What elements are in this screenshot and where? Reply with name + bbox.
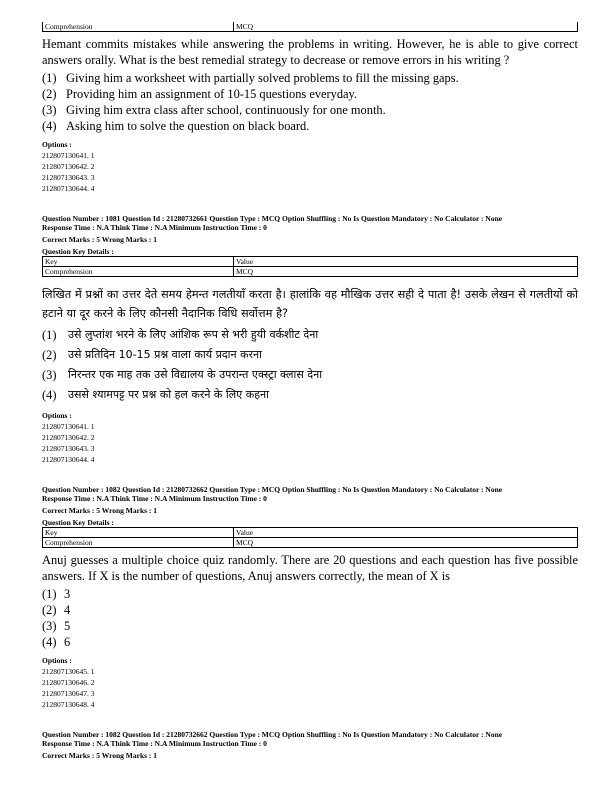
option-text: उसे लुप्तांश भरने के लिए आंशिक रूप से भरी हुयी वर्कशीट देना [68,328,319,341]
option-number: (3) [42,368,57,382]
key-value-table [42,527,578,548]
table-cell-value: MCQ [234,22,578,32]
option-number: (1) [42,587,57,601]
key-details-label: Question Key Details : [42,518,114,527]
question-info-line: Question Number : 1082 Question Id : 21280732662 Question Type : MCQ Option Shuffling : No Is Question Mandatory : No Calculator : None [42,730,503,739]
option-id: 212807130641. 1 [42,422,95,431]
option-text: 6 [64,635,71,649]
option-number: (4) [42,119,57,133]
option-number: (2) [42,87,57,101]
table-row [43,22,578,32]
option-number: (4) [42,635,57,649]
option-text: 3 [64,587,71,601]
marks-line: Correct Marks : 5 Wrong Marks : 1 [42,506,158,515]
option-number: (1) [42,328,57,342]
options-label: Options : [42,140,72,149]
question-meta-2 [42,485,578,548]
table-header-value: Value [234,528,578,538]
top-key-value-table [42,22,578,32]
option-item [42,345,578,365]
options-list [42,325,578,405]
option-number: (3) [42,619,57,633]
table-header-value: Value [234,257,578,267]
option-item [42,70,578,86]
option-id: 212807130642. 2 [42,162,95,171]
table-cell-key: Comprehension [43,538,234,548]
option-item [42,586,578,602]
question-info-line: Question Number : 1081 Question Id : 21280732661 Question Type : MCQ Option Shuffling : No Is Question Mandatory : No Calculator : None [42,214,503,223]
option-item [42,118,578,134]
option-text: उससे श्यामपट्ट पर प्रश्न को हल करने के लिए कहना [68,388,269,401]
table-header-key: Key [43,528,234,538]
table-cell-value: MCQ [234,267,578,277]
question-meta-3 [42,730,578,760]
key-value-table [42,256,578,277]
option-text: Asking him to solve the question on black board. [66,119,310,133]
options-list [42,586,578,650]
option-number: (2) [42,603,57,617]
marks-line: Correct Marks : 5 Wrong Marks : 1 [42,751,158,760]
options-label: Options : [42,656,72,665]
option-number: (2) [42,348,57,362]
question-text: Hemant commits mistakes while answering the problems in writing. However, he is able to give correct answers orally. What is the best remedial strategy to decrease or remove errors in his writing ? [42,37,578,67]
option-item [42,325,578,345]
options-label: Options : [42,411,72,420]
question-text: लिखित में प्रश्नों का उत्तर देते समय हेमन्त गलतीयाँ करता है। हालांकि वह मौखिक उत्तर सही दे पाता है! उसके लेखन से गलतीयों को हटाने या दूर करने के लिए कौनसी नैदानिक विधि सर्वोत्तम है? [42,288,578,320]
question-info-line: Question Number : 1082 Question Id : 21280732662 Question Type : MCQ Option Shuffling : No Is Question Mandatory : No Calculator : None [42,485,503,494]
option-item [42,634,578,650]
option-id: 212807130645. 1 [42,667,95,676]
marks-line: Correct Marks : 5 Wrong Marks : 1 [42,235,158,244]
response-time-line: Response Time : N.A Think Time : N.A Minimum Instruction Time : 0 [42,739,267,748]
option-id: 212807130642. 2 [42,433,95,442]
option-id: 212807130648. 4 [42,700,95,709]
table-cell-value: MCQ [234,538,578,548]
option-id: 212807130647. 3 [42,689,95,698]
table-header-row [43,528,578,538]
question-text: Anuj guesses a multiple choice quiz randomly. There are 20 questions and each question has five possible answers. If X is the number of questions, Anuj answers correctly, the mean of X is [42,553,578,583]
question-block-3 [42,552,578,710]
option-item [42,602,578,618]
question-meta-1 [42,214,578,277]
table-row [43,538,578,548]
option-number: (4) [42,388,57,402]
table-header-row [43,257,578,267]
option-text: 5 [64,619,71,633]
option-id: 212807130646. 2 [42,678,95,687]
table-cell-key: Comprehension [43,267,234,277]
table-row [43,267,578,277]
option-id: 212807130643. 3 [42,444,95,453]
option-item [42,385,578,405]
key-details-label: Question Key Details : [42,247,114,256]
exam-page [42,22,578,760]
response-time-line: Response Time : N.A Think Time : N.A Minimum Instruction Time : 0 [42,223,267,232]
question-block-1 [42,36,578,194]
response-time-line: Response Time : N.A Think Time : N.A Minimum Instruction Time : 0 [42,494,267,503]
option-id: 212807130644. 4 [42,455,95,464]
option-text: Giving him extra class after school, continuously for one month. [66,103,386,117]
option-id: 212807130644. 4 [42,184,95,193]
option-id: 212807130643. 3 [42,173,95,182]
option-item [42,365,578,385]
option-item [42,102,578,118]
table-cell-key: Comprehension [43,22,234,32]
question-block-2 [42,285,578,465]
option-text: Providing him an assignment of 10-15 questions everyday. [66,87,358,101]
option-text: Giving him a worksheet with partially solved problems to fill the missing gaps. [66,71,459,85]
option-text: 4 [64,603,71,617]
option-item [42,86,578,102]
option-number: (1) [42,71,57,85]
option-text: निरन्तर एक माह तक उसे विद्यालय के उपरान्त एक्स्ट्रा क्लास देना [68,368,323,381]
option-number: (3) [42,103,57,117]
option-item [42,618,578,634]
option-id: 212807130641. 1 [42,151,95,160]
table-header-key: Key [43,257,234,267]
options-list [42,70,578,134]
option-text: उसे प्रतिदिन 10-15 प्रश्न वाला कार्य प्रदान करना [68,348,263,361]
